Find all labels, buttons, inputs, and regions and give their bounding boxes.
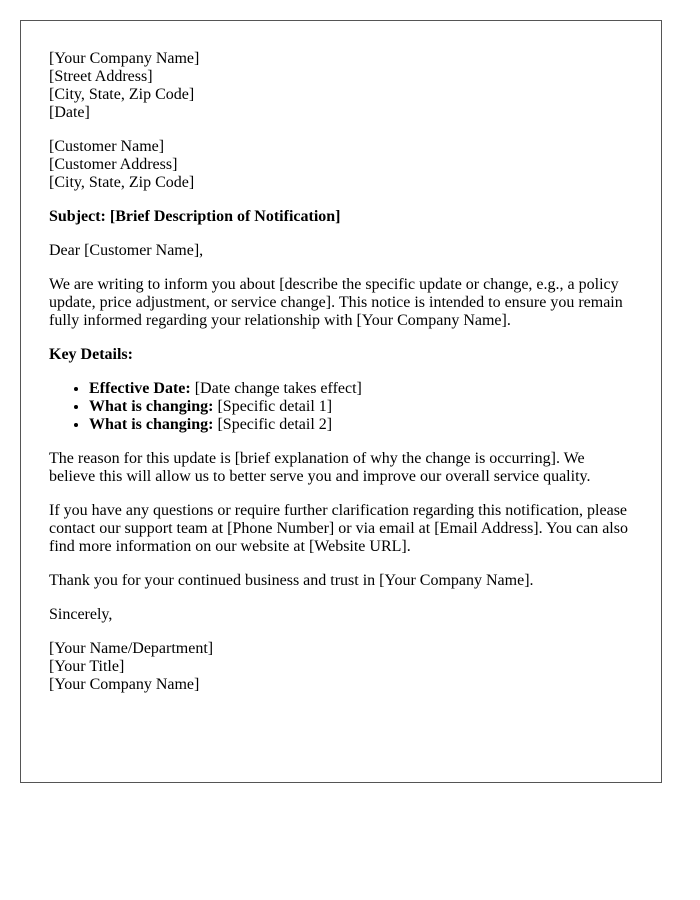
- key-details-heading-text: Key Details:: [49, 346, 133, 363]
- sender-city: [City, State, Zip Code]: [49, 86, 195, 103]
- subject-text: Subject: [Brief Description of Notification]: [49, 208, 341, 225]
- list-item: [89, 398, 633, 416]
- recipient-name: [Customer Name]: [49, 138, 165, 155]
- key-details-heading: [49, 346, 633, 364]
- closing: Sincerely,: [49, 606, 113, 623]
- sender-street: [Street Address]: [49, 68, 153, 85]
- contact-paragraph: If you have any questions or require further clarification regarding this notification, please contact our support team at [Phone Number] or via email at [Email Address]. You can also find more information on our website at [Website URL].: [49, 502, 628, 555]
- list-item: [89, 416, 633, 434]
- key-details-list: [49, 380, 633, 434]
- recipient-address: [Customer Address]: [49, 156, 178, 173]
- detail-value: [Specific detail 2]: [213, 416, 333, 433]
- detail-value: [Specific detail 1]: [213, 398, 333, 415]
- sender-company: [Your Company Name]: [49, 50, 200, 67]
- thanks-paragraph: Thank you for your continued business and trust in [Your Company Name].: [49, 572, 534, 589]
- recipient-city: [City, State, Zip Code]: [49, 174, 195, 191]
- detail-value: [Date change takes effect]: [190, 380, 362, 397]
- salutation: Dear [Customer Name],: [49, 242, 204, 259]
- detail-label: What is changing:: [89, 398, 214, 415]
- list-item: [89, 380, 633, 398]
- recipient-block: [49, 138, 633, 192]
- signature-title: [Your Title]: [49, 658, 125, 675]
- signature-name: [Your Name/Department]: [49, 640, 214, 657]
- detail-label: What is changing:: [89, 416, 214, 433]
- subject-line: [49, 208, 633, 226]
- reason-paragraph: The reason for this update is [brief explanation of why the change is occurring]. We believe this will allow us to better serve you and improve our overall service quality.: [49, 450, 591, 485]
- letter: [20, 20, 662, 783]
- sender-block: [49, 50, 633, 122]
- intro-paragraph: We are writing to inform you about [describe the specific update or change, e.g., a policy update, price adjustment, or service change]. This notice is intended to ensure you remain fully informed regarding your relationship with [Your Company Name].: [49, 276, 623, 329]
- letter-date: [Date]: [49, 104, 90, 121]
- signature-company: [Your Company Name]: [49, 676, 200, 693]
- detail-label: Effective Date:: [89, 380, 191, 397]
- signature-block: [49, 640, 633, 694]
